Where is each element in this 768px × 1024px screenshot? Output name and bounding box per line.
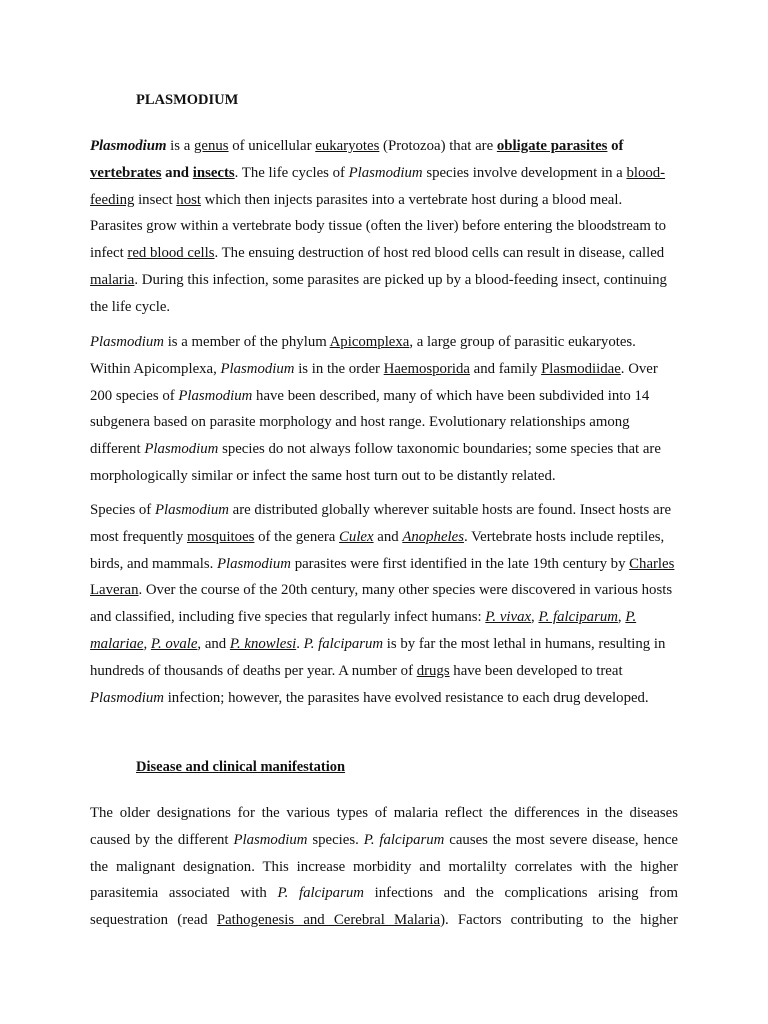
emphasis-plasmodium: Plasmodium bbox=[90, 689, 164, 706]
text: . Vertebrate hosts include reptiles, birds, and mammals. bbox=[90, 528, 665, 572]
link-pathogenesis-cerebral-malaria[interactable]: Pathogenesis and Cerebral Malaria bbox=[216, 912, 441, 929]
emphasis-plasmodium: Plasmodium bbox=[144, 441, 219, 458]
link-p-vivax[interactable]: P. vivax bbox=[485, 609, 532, 626]
emphasis-p-falciparum: P. falciparum bbox=[363, 831, 445, 848]
paragraph-distribution bbox=[90, 497, 678, 711]
paragraph-disease bbox=[90, 800, 678, 934]
text: infections and the complications arising from sequestration (read bbox=[90, 885, 678, 929]
text: is in the order bbox=[294, 360, 384, 377]
text: have been developed to treat bbox=[449, 662, 623, 679]
link-malaria[interactable]: malaria bbox=[90, 271, 135, 288]
link-haemosporida[interactable]: Haemosporida bbox=[383, 360, 470, 377]
emphasis-p-falciparum: P. falciparum bbox=[277, 885, 364, 902]
link-p-ovale[interactable]: P. ovale bbox=[150, 635, 198, 652]
link-vertebrates[interactable]: vertebrates bbox=[90, 164, 162, 181]
emphasis-plasmodium: Plasmodium bbox=[233, 831, 308, 848]
text: of unicellular bbox=[228, 138, 316, 154]
link-red-blood-cells[interactable]: red blood cells bbox=[127, 245, 215, 262]
page-title: PLASMODIUM bbox=[136, 92, 239, 108]
link-obligate-parasites[interactable]: obligate parasites bbox=[496, 138, 608, 154]
link-p-malariae[interactable]: P. malariae bbox=[90, 609, 637, 652]
section-heading-disease: Disease and clinical manifestation bbox=[136, 759, 346, 775]
text: , bbox=[617, 609, 626, 626]
link-apicomplexa[interactable]: Apicomplexa bbox=[329, 334, 410, 350]
emphasis-plasmodium: Plasmodium bbox=[178, 387, 253, 404]
emphasis-plasmodium: Plasmodium bbox=[348, 164, 423, 181]
text: species. bbox=[307, 831, 364, 848]
text: , bbox=[531, 609, 539, 626]
text: are distributed globally wherever suitable hosts are found. Insect hosts are most frequently bbox=[90, 502, 672, 545]
text: causes the most severe disease, hence the malignant designation. This increase morbidity and mortalilty correlates with the higher parasitemia associated with bbox=[90, 831, 679, 902]
text: ). Factors contributing to the higher bbox=[440, 912, 678, 929]
text: , bbox=[143, 635, 151, 652]
link-genus[interactable]: genus bbox=[194, 138, 229, 154]
link-anopheles[interactable]: Anopheles bbox=[402, 528, 464, 545]
text: . bbox=[296, 635, 304, 652]
link-plasmodiidae[interactable]: Plasmodiidae bbox=[541, 360, 621, 377]
text: . The life cycles of bbox=[234, 164, 349, 181]
link-insects[interactable]: insects bbox=[192, 164, 235, 181]
paragraph-intro bbox=[90, 133, 678, 321]
link-mosquitoes[interactable]: mosquitoes bbox=[186, 528, 255, 545]
text: and family bbox=[469, 360, 542, 377]
link-blood-feeding[interactable]: blood-feeding bbox=[90, 164, 666, 208]
link-p-knowlesi[interactable]: P. knowlesi bbox=[229, 635, 297, 652]
text: of bbox=[607, 138, 624, 154]
text: insect bbox=[134, 191, 177, 208]
text: which then injects parasites into a vertebrate host during a blood meal. Parasites grow within a vertebrate body tissue (often the liver) before entering the bloodstream to infect bbox=[90, 191, 667, 262]
link-host[interactable]: host bbox=[176, 191, 201, 208]
text: parasites were first identified in the late 19th century by bbox=[291, 555, 630, 572]
text: and bbox=[373, 528, 403, 545]
emphasis-p-falciparum: P. falciparum bbox=[303, 635, 384, 652]
link-p-falciparum[interactable]: P. falciparum bbox=[538, 609, 618, 626]
text: of the genera bbox=[254, 528, 340, 545]
text: infection; however, the parasites have evolved resistance to each drug developed. bbox=[164, 689, 649, 706]
text: (Protozoa) that are bbox=[379, 138, 497, 154]
text: species do not always follow taxonomic boundaries; some species that are morphologically similar or infect the same host turn out to be distantly related. bbox=[90, 441, 661, 484]
text: , a large group of parasitic eukaryotes. Within Apicomplexa, bbox=[90, 334, 636, 377]
text: species involve development in a bbox=[422, 164, 627, 181]
link-drugs[interactable]: drugs bbox=[416, 662, 450, 679]
emphasis-plasmodium: Plasmodium bbox=[217, 555, 291, 572]
paragraph-taxonomy bbox=[90, 329, 678, 490]
link-culex[interactable]: Culex bbox=[339, 528, 374, 545]
text: is a member of the phylum bbox=[164, 334, 330, 350]
text: . Over the course of the 20th century, many other species were discovered in various hosts and classified, including five species that regularly infect humans: bbox=[90, 582, 673, 626]
emphasis-plasmodium: Plasmodium bbox=[90, 138, 167, 154]
text: is a bbox=[166, 138, 195, 154]
text: have been described, many of which have been subdivided into 14 subgenera based on parasite morphology and host range. Evolutionary relationships among different bbox=[90, 387, 650, 458]
text: is by far the most lethal in humans, resulting in hundreds of thousands of deaths per year. A number of bbox=[90, 635, 666, 679]
text: . During this infection, some parasites are picked up by a blood-feeding insect, continuing the life cycle. bbox=[90, 271, 667, 315]
link-charles-laveran[interactable]: Charles Laveran bbox=[90, 555, 675, 599]
text: . Over 200 species of bbox=[90, 360, 658, 404]
text: , and bbox=[197, 635, 230, 652]
emphasis-plasmodium: Plasmodium bbox=[220, 360, 295, 377]
emphasis-plasmodium: Plasmodium bbox=[90, 334, 164, 350]
text: . The ensuing destruction of host red blood cells can result in disease, called bbox=[214, 245, 665, 262]
text: The older designations for the various types of malaria reflect the differences in the diseases caused by the different bbox=[90, 805, 678, 848]
text: Species of bbox=[90, 502, 155, 518]
emphasis-plasmodium: Plasmodium bbox=[154, 502, 229, 518]
text: and bbox=[161, 164, 193, 181]
link-eukaryotes[interactable]: eukaryotes bbox=[315, 138, 380, 154]
